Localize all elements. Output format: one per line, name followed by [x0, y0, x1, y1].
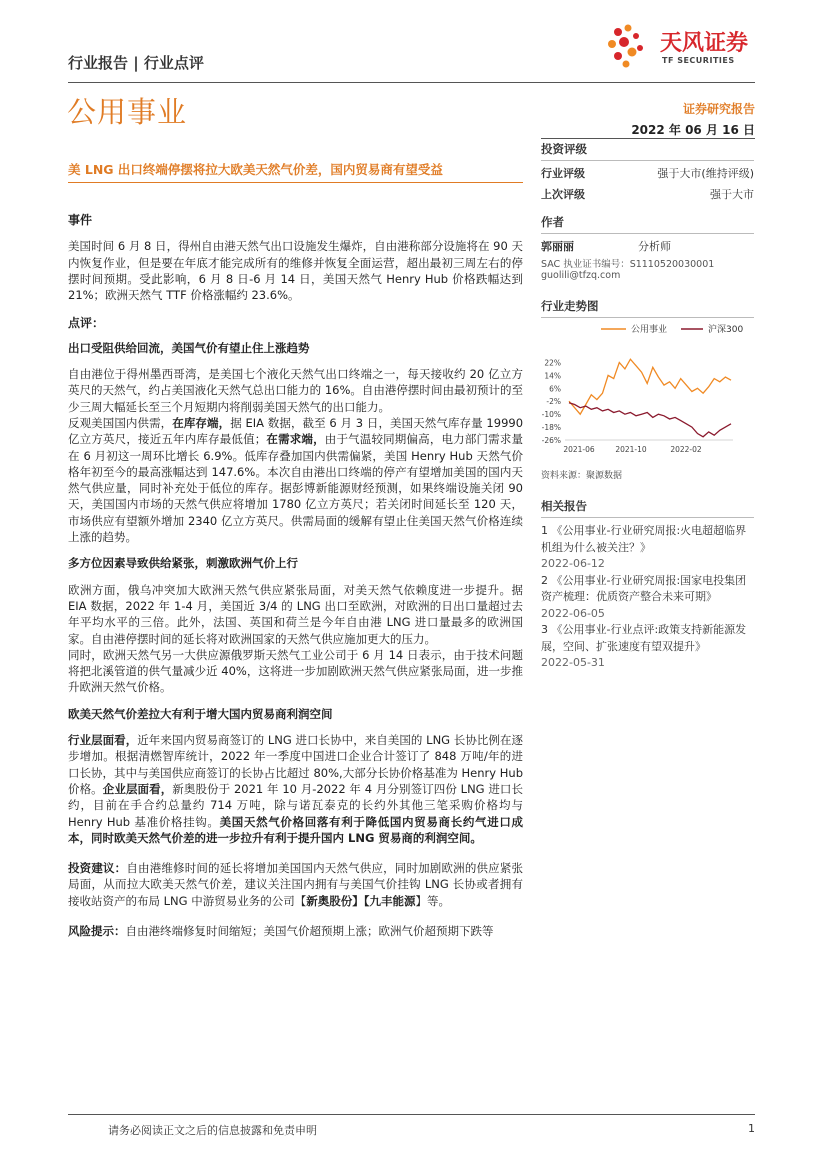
- last-rating-value: 强于大市: [710, 188, 754, 201]
- y-tick-label: -2%: [546, 397, 561, 407]
- x-tick-label: 2022-02: [670, 445, 702, 454]
- comment-heading: 点评：: [68, 316, 105, 331]
- author-cert: SAC 执业证书编号：S1110520030001: [541, 259, 715, 270]
- s1p2-a: 反观美国国内供需，: [68, 415, 173, 430]
- s3p1-a: 行业层面看，: [68, 733, 138, 748]
- brand-name-cn: 天风证券: [660, 31, 749, 56]
- s3p1-e: 美国天然气价格回落有利于降低国内贸易商长约气进口成本，同时欧美天然气价差的进一步拉升有利于提升国内 LNG 贸易商的利润空间。: [68, 814, 524, 845]
- sidebar-top-rule: [541, 138, 755, 139]
- section3-paragraph: [68, 732, 523, 846]
- s3p1-b: 近年来国内贸易商签订的 LNG 进口长协中，来自美国的 LNG 长协比例在逐步增加。根据清燃智库统计，2022 年一季度中国进口企业合计签订了 848 万吨/年的进口长协，其中与美国供应商签订的长协占比超过 80%,大部分长协价格基准为 Henry Hub 价格。: [68, 733, 523, 796]
- section1-paragraph1: 自由港位于得州墨西哥湾，是美国七个液化天然气出口终端之一，每天接收约 20 亿立方英尺的天然气，约占美国液化天然气总出口能力的 16%。自由港停摆时间由最初预计的至少三周大幅延长至三个月短期内将削弱美国天然气的出口能力。: [68, 367, 523, 414]
- author-heading: 作者: [541, 215, 564, 229]
- related-item-3-date: 2022-05-31: [541, 656, 605, 669]
- related-item-2-text[interactable]: 2 《公用事业-行业研究周报:国家电投集团资产梳理：优质资产整合未来可期》: [541, 573, 747, 603]
- section2-heading: 多方位因素导致供给紧张，刺激欧洲气价上行: [68, 556, 298, 571]
- report-headline: 美 LNG 出口终端停摆将拉大欧美天然气价差，国内贸易商有望受益: [68, 162, 443, 177]
- risk-warning: [68, 923, 523, 939]
- rating-rule: [541, 160, 754, 161]
- author-title: 分析师: [638, 240, 671, 253]
- main-content: [68, 212, 523, 939]
- y-tick-label: -10%: [541, 410, 561, 420]
- x-tick-label: 2021-10: [615, 445, 647, 454]
- s3p1-c: 企业层面看，: [102, 781, 173, 796]
- last-rating-label: 上次评级: [541, 188, 585, 201]
- rating-heading: 投资评级: [541, 142, 587, 156]
- related-item-2-date: 2022-06-05: [541, 606, 605, 620]
- trend-rule: [541, 317, 754, 318]
- section1-heading: 出口受阻供给回流，美国气价有望止住上涨趋势: [68, 340, 310, 355]
- invest-text: 自由港维修时间的延长将增加美国国内天然气供应，同时加剧欧洲的供应紧张局面，从而拉大欧美天然气价差，建议关注国内拥有与美国气价挂钩 LNG 长协或者拥有接收站资产的布局 LNG 中游贸易业务的公司【: [68, 861, 523, 908]
- chart-source: 资料来源：聚源数据: [541, 471, 623, 481]
- event-text: 美国时间 6 月 8 日，得州自由港天然气出口设施发生爆炸，自由港称部分设施将在 90 天内恢复作业，但是要在年底才能完成所有的维修并恢复全面运营，超出最初三周左右的停摆时间预期。受此影响，6 月 8 日-6 月 14 日，美国天然气 Henry Hub 价格跌幅达到 21%；欧洲天然气 TTF 价格涨幅约 23.6%。: [68, 239, 523, 303]
- event-heading: 事件: [68, 213, 93, 227]
- logo-mark-icon: [608, 22, 668, 72]
- author-rule: [541, 233, 754, 234]
- risk-label: 风险提示：: [68, 923, 126, 938]
- s1p2-d: 在需求端，: [266, 432, 325, 447]
- header-divider: [68, 82, 755, 83]
- author-block: [541, 214, 754, 281]
- footer-disclaimer: 请务必阅读正文之后的信息披露和免责申明: [108, 1124, 317, 1137]
- legend-hs300-label: 沪深300: [708, 325, 744, 335]
- trend-block: [541, 298, 754, 320]
- y-axis-ticks: [542, 358, 561, 445]
- y-tick-label: -18%: [541, 423, 561, 433]
- invest-label: 投资建议：: [68, 861, 127, 876]
- page-number: 1: [748, 1122, 755, 1135]
- trend-chart: [541, 320, 754, 462]
- industry-rating-value: 强于大市(维持评级): [657, 167, 754, 180]
- y-tick-label: 14%: [544, 371, 561, 381]
- s1p2-c: 据 EIA 数据，截至 6 月 3 日，美国天然气库存量 19990 亿立方英尺，接近五年内库存最低值；: [68, 415, 524, 447]
- s3p1-d: 新奥股份于 2021 年 10 月-2022 年 4 月分别签订四份 LNG 进口长约，目前在手合约总量约 714 万吨，除与诺瓦泰克的长约外其他三笔采购价格均与 Henry Hub 基准价格挂钩。: [68, 781, 524, 829]
- y-tick-label: 22%: [544, 358, 561, 368]
- section1-paragraph2: [68, 415, 523, 545]
- rating-block: [541, 141, 754, 202]
- report-category: 行业报告 | 行业点评: [68, 54, 204, 72]
- x-axis-ticks: [563, 445, 702, 454]
- x-tick-label: 2021-06: [563, 445, 595, 454]
- report-type: 证券研究报告: [682, 102, 755, 116]
- related-block: [541, 498, 754, 672]
- report-date: 2022 年 06 月 16 日: [631, 123, 755, 137]
- s1p2-b: 在库存端，: [172, 415, 231, 430]
- headline-underline: [68, 182, 523, 183]
- related-item[interactable]: [541, 523, 754, 573]
- legend-utilities-label: 公用事业: [631, 325, 668, 335]
- related-heading: 相关报告: [541, 499, 587, 513]
- section2-paragraph1: 欧洲方面，俄乌冲突加大欧洲天然气供应紧张局面，对美天然气依赖度进一步提升。据 EIA 数据，2022 年 1-4 月，美国近 3/4 的 LNG 出口至欧洲，对欧洲的日出口量超过去年平均水平的三倍。此外，法国、英国和荷兰是今年自由港 LNG 进口量最多的欧洲国家。自由港停摆时间的延长将对欧洲国家的天然气供应施加更大的压力。: [68, 582, 523, 646]
- section3-heading: 欧美天然气价差拉大有利于增大国内贸易商利润空间: [68, 706, 333, 721]
- industry-rating-label: 行业评级: [541, 167, 585, 180]
- brand-name-en: TF SECURITIES: [662, 56, 735, 65]
- related-rule: [541, 517, 754, 518]
- series-line-utilities: [569, 359, 731, 414]
- investment-advice: [68, 860, 523, 909]
- invest-stocks: 新奥股份】【九丰能源: [306, 893, 416, 908]
- invest-end: 】等。: [415, 893, 450, 908]
- author-email[interactable]: guolili@tfzq.com: [541, 270, 621, 281]
- section2-paragraph2: 同时，欧洲天然气另一大供应源俄罗斯天然气工业公司于 6 月 14 日表示，由于技术问题将把北溪管道的供气量减少近 40%，这将进一步加剧欧洲天然气供应紧张局面，进一步推升欧洲天然气价格。: [68, 647, 523, 695]
- y-tick-label: 6%: [549, 384, 561, 394]
- s1p2-e: 由于气温较同期偏高，电力部门需求量在 6 月初这一周环比增长 6.9%。低库存叠加国内供需偏紧，美国 Henry Hub 天然气价格年初至今的最高涨幅达到 147.6%。本次自由港出口终端的停产有望增加美国的国内天然气供应量，同时补充处于低位的库存。据彭博新能源财经预测，如果终端设施关闭 90 天，美国国内市场的天然气供应将增加 1780 亿立方英尺；若关闭时间延长至 120 天，市场供应有望额外增加 2340 亿立方英尺。供需局面的缓解有望止住美国天然气价格连续上涨的趋势。: [68, 432, 524, 545]
- series-line-hs300: [569, 403, 731, 437]
- related-item[interactable]: [541, 573, 754, 623]
- related-item[interactable]: [541, 622, 754, 672]
- related-item-1-date: 2022-06-12: [541, 557, 605, 570]
- author-name: 郭丽丽: [541, 240, 574, 253]
- footer-rule: [68, 1114, 755, 1115]
- trend-heading: 行业走势图: [541, 299, 599, 313]
- related-item-3-text[interactable]: 3 《公用事业-行业点评:政策支持新能源发展，空间、扩张速度有望双提升》: [541, 623, 747, 653]
- industry-title: 公用事业: [67, 95, 188, 129]
- brand-logo: [608, 22, 798, 72]
- y-tick-label: -26%: [541, 436, 561, 445]
- related-item-1-text[interactable]: 1 《公用事业-行业研究周报:火电超超临界机组为什么被关注？》: [541, 524, 747, 554]
- risk-text: 自由港终端修复时间缩短；美国气价超预期上涨；欧洲气价超预期下跌等: [125, 923, 494, 938]
